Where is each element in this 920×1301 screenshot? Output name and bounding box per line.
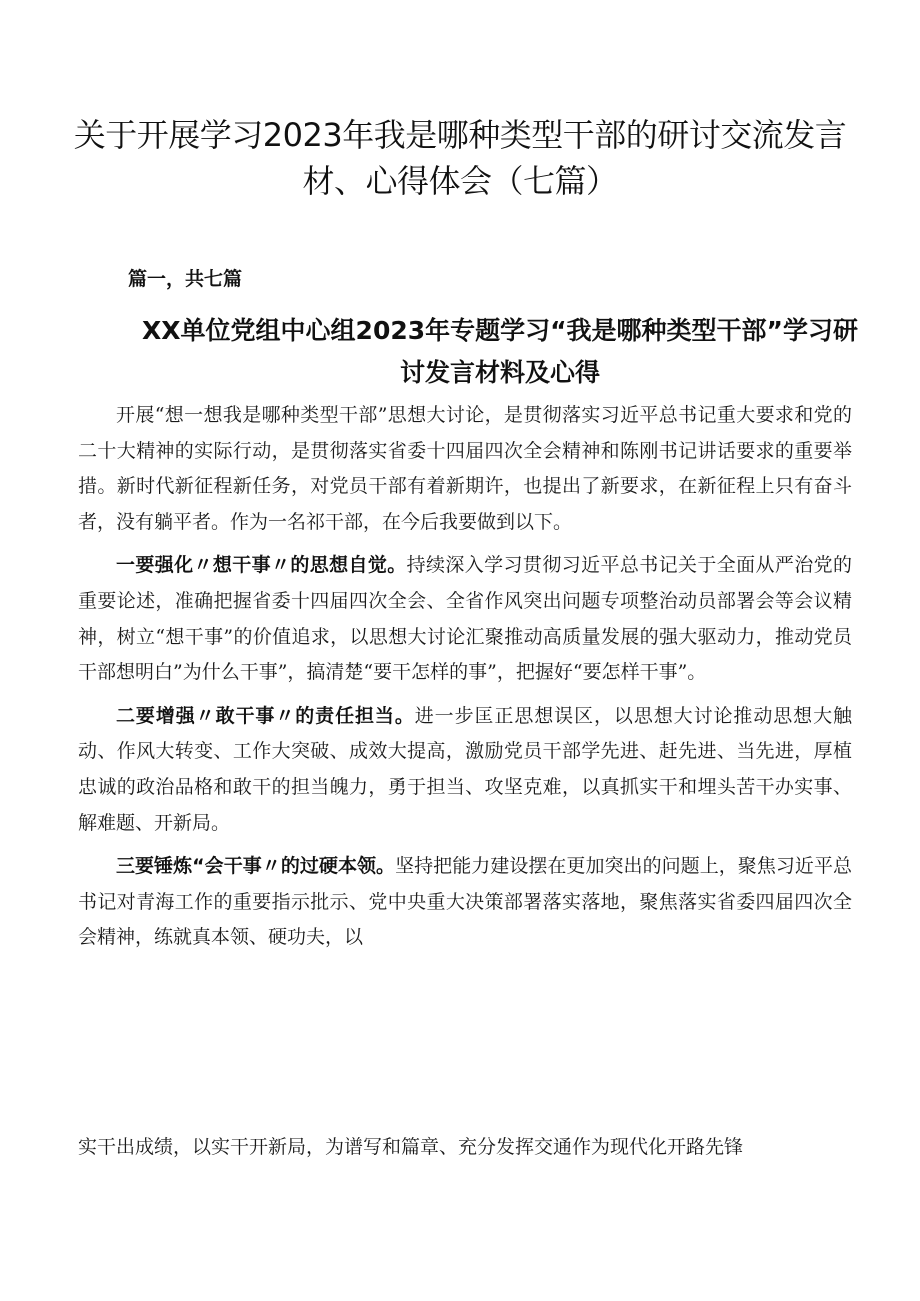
section-label: 篇一，共七篇 — [128, 268, 243, 290]
point-heading-3: 三要锤炼“会干事〃的过硬本领。 — [116, 855, 396, 878]
intro-paragraph: 开展“想一想我是哪种类型干部”思想大讨论，是贯彻落实习近平总书记重大要求和党的二十大精神的实际行动，是贯彻落实省委十四届四次全会精神和陈刚书记讲话要求的重要举措。新时代新征程新任务，对党员干部有着新期许，也提出了新要求，在新征程上只有奋斗者，没有躺平者。作为一名祁干部，在今后我要做到以下。 — [78, 404, 852, 533]
article-subtitle: XX单位党组中心组2023年专题学习“我是哪种类型干部”学习研讨发言材料及心得 — [142, 316, 858, 387]
point-text-1: 持续深入学习贯彻习近平总书记关于全面从严治党的重要论述，准确把握省委十四届四次全会、全省作风突出问题专项整治动员部署会等会议精神，树立“想干事”的价值追求，以思想大讨论汇聚推动高质量发展的强大驱动力，推动党员干部想明白”为什么干事”，搞清楚“要干怎样的事”，把握好“要怎样干事”。 — [78, 554, 852, 684]
point-text-3: 坚持把能力建设摆在更加突出的问题上，聚焦习近平总书记对青海工作的重要指示批示、党中央重大决策部署落实落地，聚焦落实省委四届四次全会精神，练就真本领、硬功夫，以 — [78, 855, 852, 949]
point-paragraph-1 — [78, 548, 852, 690]
point-heading-1: 一要强化〃想干事〃的思想自觉。 — [116, 554, 407, 577]
article-body — [78, 398, 852, 956]
document-title: 关于开展学习2023年我是哪种类型干部的研讨交流发言材、心得体会（七篇） — [73, 116, 847, 200]
point-text-2: 进一步匡正思想误区，以思想大讨论推动思想大触动、作风大转变、工作大突破、成效大提高，激励党员干部学先进、赶先进、当先进，厚植忠诚的政治品格和敢干的担当魄力，勇于担当、攻坚克难，以真抓实干和埋头苦干办实事、解难题、开新局。 — [78, 704, 852, 834]
point-paragraph-2 — [78, 699, 852, 841]
continuation-line: 实干出成绩，以实干开新局，为谱写和篇章、充分发挥交通作为现代化开路先锋 — [78, 1136, 744, 1158]
point-heading-2: 二要增强〃敢干事〃的责任担当。 — [116, 704, 415, 727]
point-paragraph-3 — [78, 849, 852, 956]
